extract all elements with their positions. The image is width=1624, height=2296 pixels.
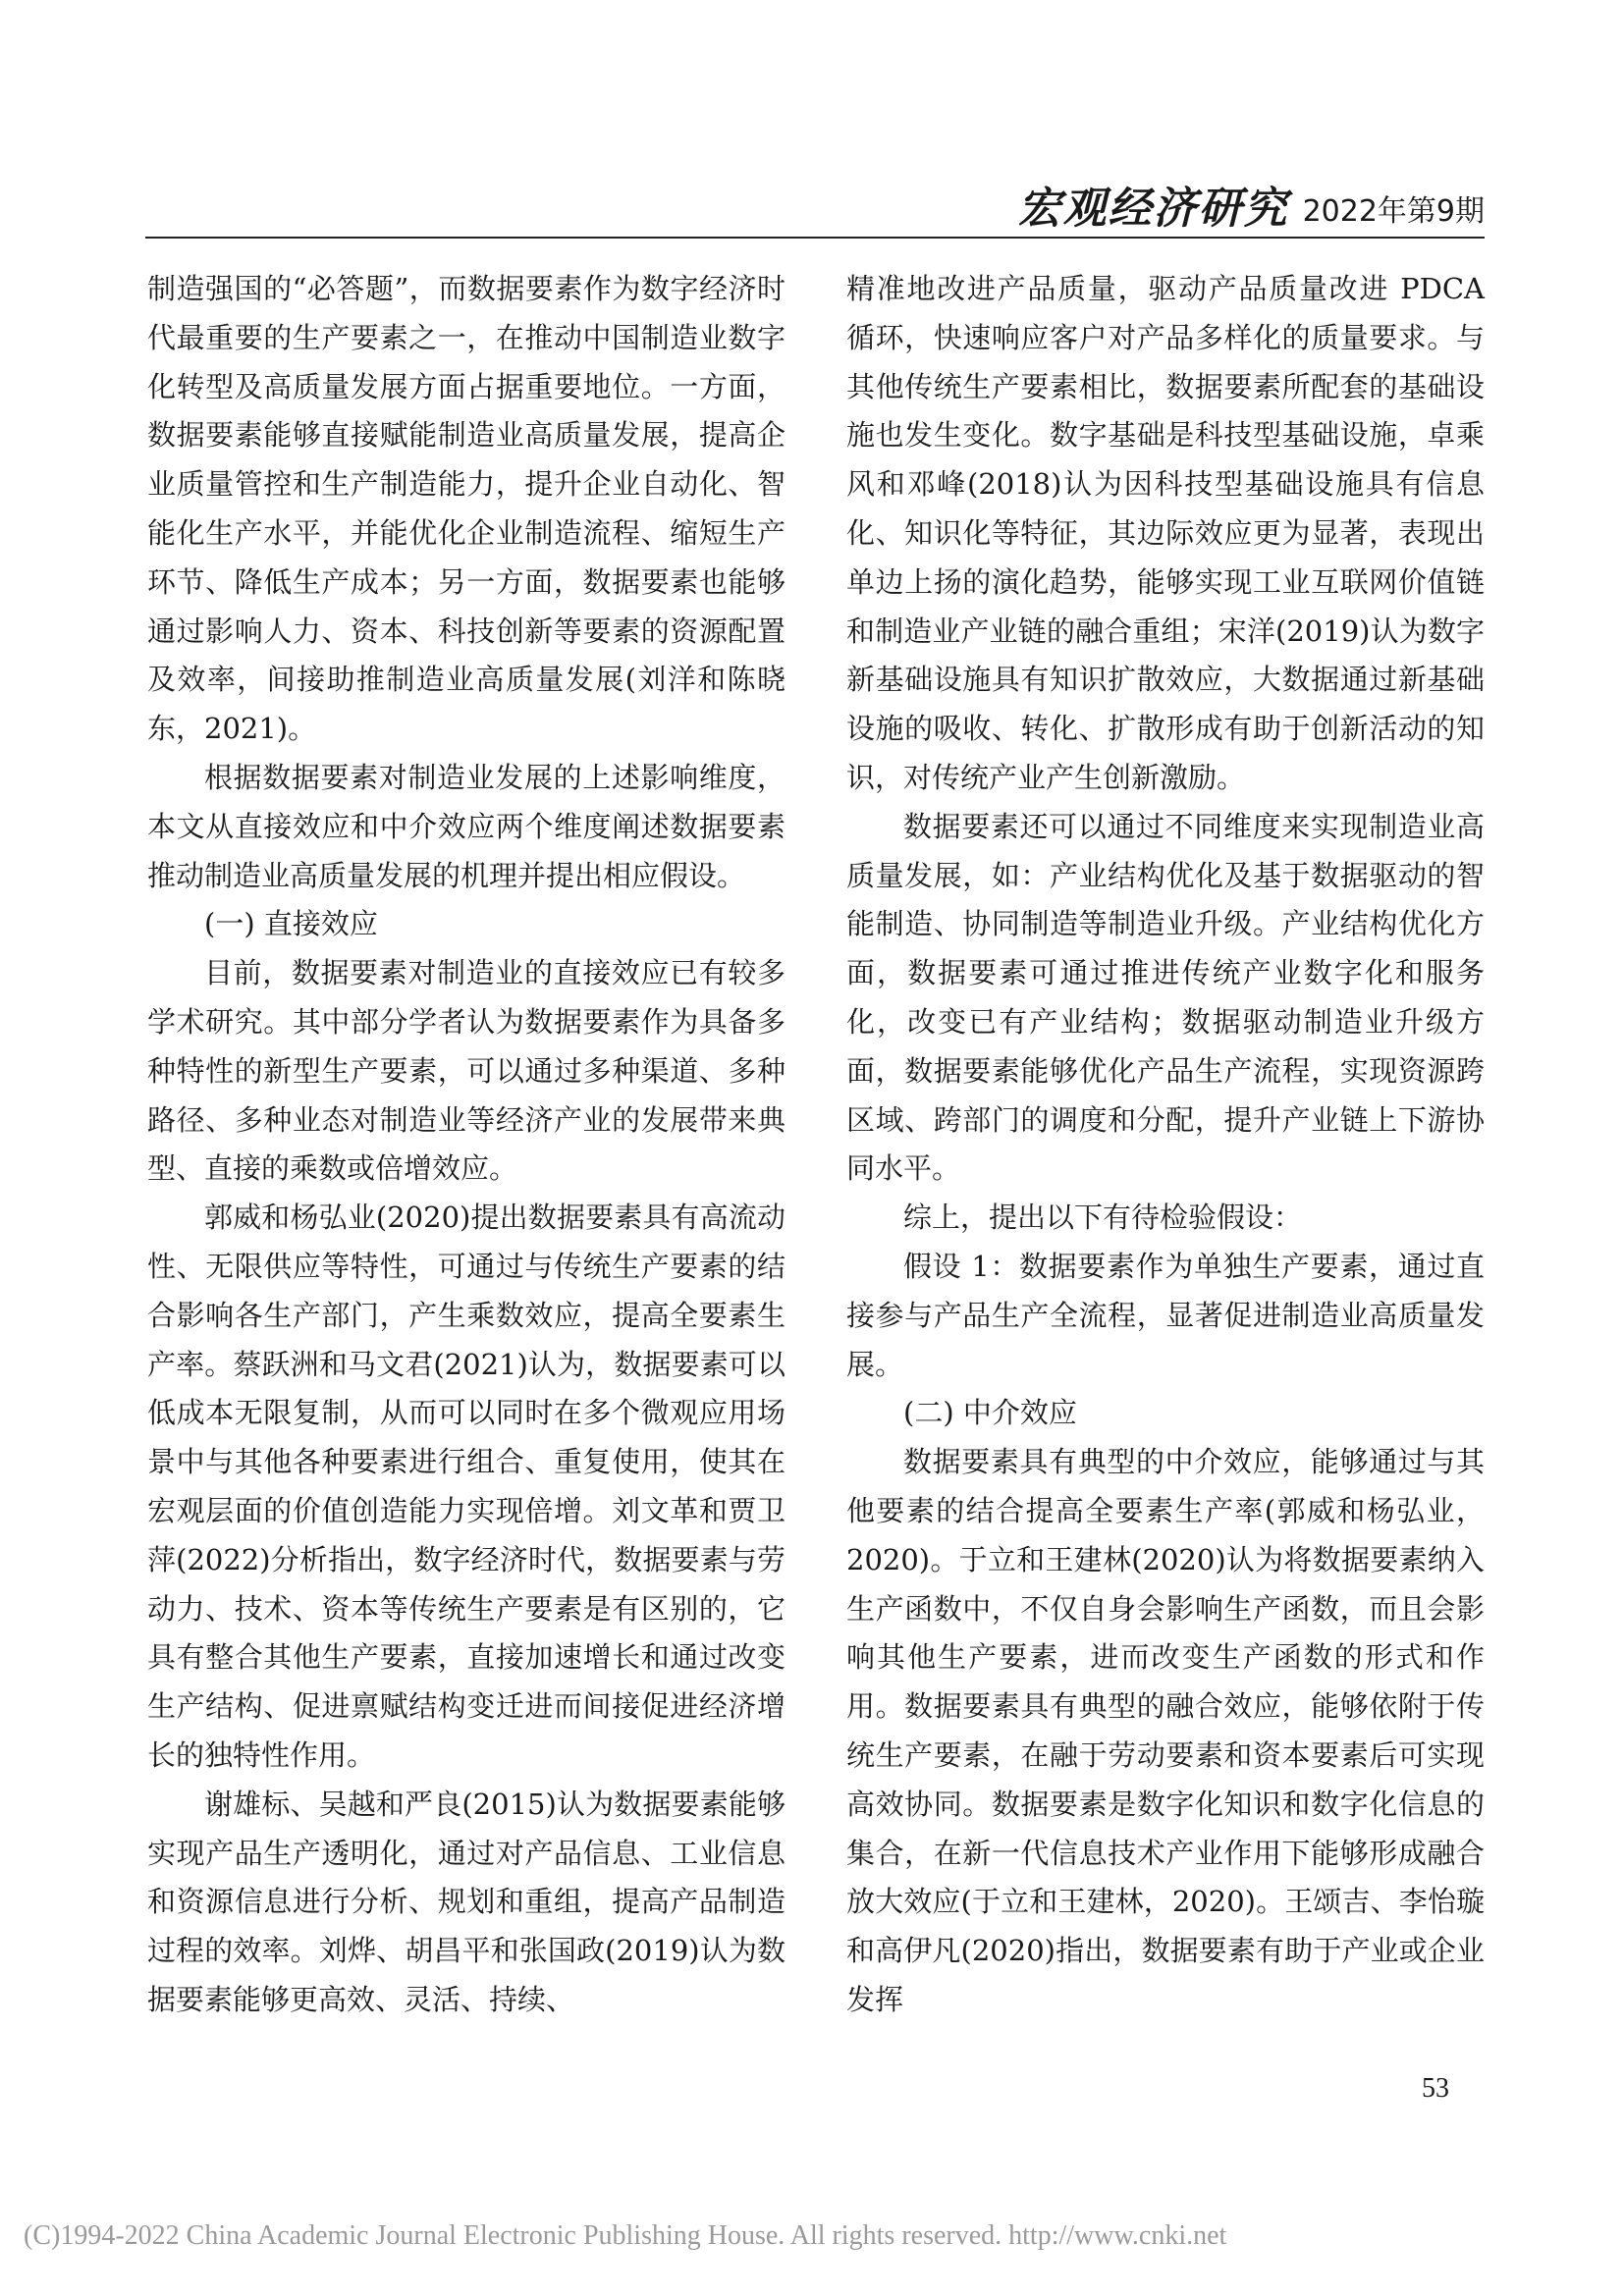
right-column — [846, 265, 1485, 2025]
journal-name: 宏观经济研究 — [1017, 184, 1289, 234]
hypothesis: 假设 1：数据要素作为单独生产要素，通过直接参与产品生产全流程，显著促进制造业高质量发展。 — [846, 1249, 1485, 1381]
paragraph: 郭威和杨弘业(2020)提出数据要素具有高流动性、无限供应等特性，可通过与传统生产要素的结合影响各生产部门，产生乘数效应，提高全要素生产率。蔡跃洲和马文君(2021)认为，数据要素可以低成本无限复制，从而可以同时在多个微观应用场景中与其他各种要素进行组合、重复使用，使其在宏观层面的价值创造能力实现倍增。刘文革和贾卫萍(2022)分析指出，数字经济时代，数据要素与劳动力、技术、资本等传统生产要素是有区别的，它具有整合其他生产要素，直接加速增长和通过改变生产结构、促进禀赋结构变迁进而间接促进经济增长的独特性作用。 — [147, 1201, 785, 1772]
paragraph: 谢雄标、吴越和严良(2015)认为数据要素能够实现产品生产透明化，通过对产品信息、工业信息和资源信息进行分析、规划和重组，提高产品制造过程的效率。刘烨、胡昌平和张国政(2019)认为数据要素能够更高效、灵活、持续、 — [147, 1787, 785, 2016]
journal-issue: 2022年第9期 — [1302, 194, 1485, 229]
page-header — [145, 172, 1485, 239]
section-heading: (一) 直接效应 — [204, 907, 378, 941]
copyright-notice: (C)1994-2022 China Academic Journal Electronic Publishing House. All rights reserved. http://www.cnki.net — [24, 2220, 1227, 2251]
paragraph: 综上，提出以下有待检验假设： — [903, 1201, 1303, 1235]
section-heading: (二) 中介效应 — [903, 1396, 1077, 1430]
left-column — [147, 265, 785, 2025]
article-body — [147, 265, 1485, 2025]
paragraph: 精准地改进产品质量，驱动产品质量改进 PDCA 循环，快速响应客户对产品多样化的质量要求。与其他传统生产要素相比，数据要素所配套的基础设施也发生变化。数字基础是科技型基础设施，卓乘风和邓峰(2018)认为因科技型基础设施具有信息化、知识化等特征，其边际效应更为显著，表现出单边上扬的演化趋势，能够实现工业互联网价值链和制造业产业链的融合重组；宋洋(2019)认为数字新基础设施具有知识扩散效应，大数据通过新基础设施的吸收、转化、扩散形成有助于创新活动的知识，对传统产业产生创新激励。 — [846, 272, 1485, 794]
paragraph: 制造强国的“必答题”，而数据要素作为数字经济时代最重要的生产要素之一，在推动中国制造业数字化转型及高质量发展方面占据重要地位。一方面，数据要素能够直接赋能制造业高质量发展，提高企业质量管控和生产制造能力，提升企业自动化、智能化生产水平，并能优化企业制造流程、缩短生产环节、降低生产成本；另一方面，数据要素也能够通过影响人力、资本、科技创新等要素的资源配置及效率，间接助推制造业高质量发展(刘洋和陈晓东，2021)。 — [147, 272, 785, 746]
paragraph: 根据数据要素对制造业发展的上述影响维度，本文从直接效应和中介效应两个维度阐述数据要素推动制造业高质量发展的机理并提出相应假设。 — [147, 760, 785, 892]
page-number: 53 — [1422, 2073, 1449, 2104]
paragraph: 数据要素还可以通过不同维度来实现制造业高质量发展，如：产业结构优化及基于数据驱动的智能制造、协同制造等制造业升级。产业结构优化方面，数据要素可通过推进传统产业数字化和服务化，改变已有产业结构；数据驱动制造业升级方面，数据要素能够优化产品生产流程，实现资源跨区域、跨部门的调度和分配，提升产业链上下游协同水平。 — [846, 809, 1485, 1186]
paragraph: 目前，数据要素对制造业的直接效应已有较多学术研究。其中部分学者认为数据要素作为具备多种特性的新型生产要素，可以通过多种渠道、多种路径、多种业态对制造业等经济产业的发展带来典型、直接的乘数或倍增效应。 — [147, 956, 785, 1186]
paragraph: 数据要素具有典型的中介效应，能够通过与其他要素的结合提高全要素生产率(郭威和杨弘业，2020)。于立和王建林(2020)认为将数据要素纳入生产函数中，不仅自身会影响生产函数，而且会影响其他生产要素，进而改变生产函数的形式和作用。数据要素具有典型的融合效应，能够依附于传统生产要素，在融于劳动要素和资本要素后可实现高效协同。数据要素是数字化知识和数字化信息的集合，在新一代信息技术产业作用下能够形成融合放大效应(于立和王建林，2020)。王颂吉、李怡璇和高伊凡(2020)指出，数据要素有助于产业或企业发挥 — [846, 1445, 1485, 2016]
